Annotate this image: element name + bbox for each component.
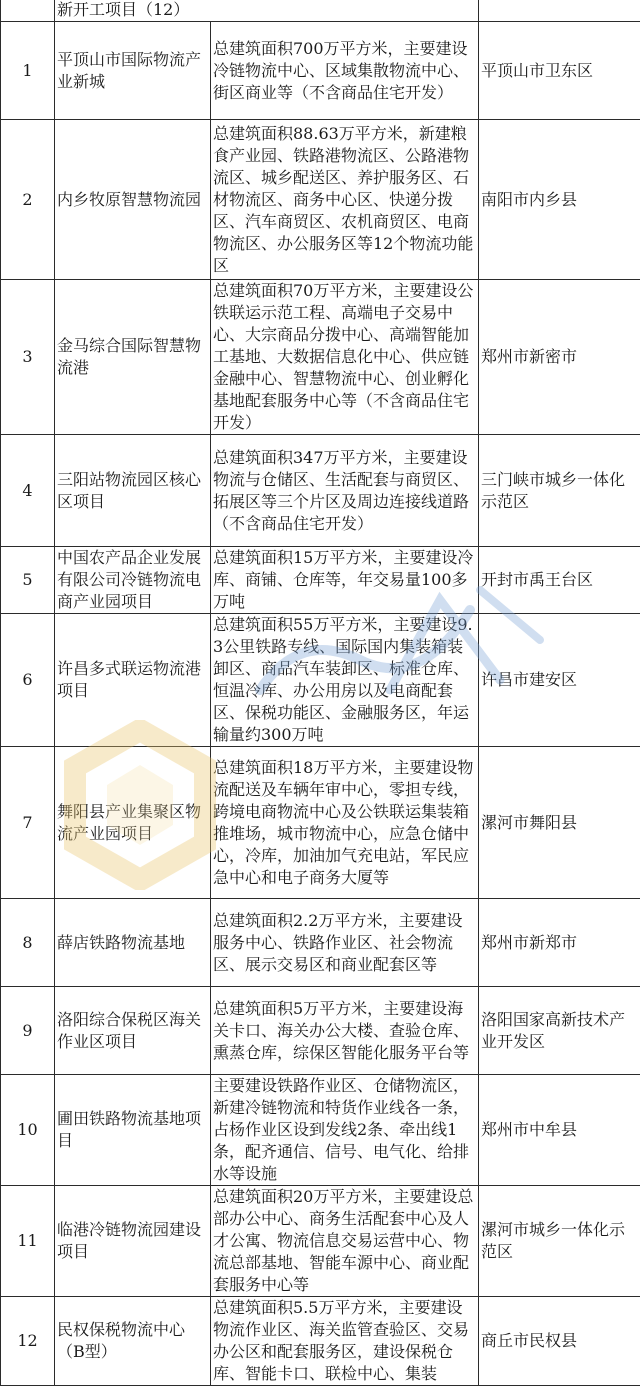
project-name: 内乡牧原智慧物流园 <box>55 120 211 280</box>
project-location: 郑州市新郑市 <box>479 899 640 987</box>
project-name: 临港冷链物流园建设项目 <box>55 1186 211 1297</box>
project-description: 总建筑面积55万平方米，主要建设9.3公里铁路专线、国际国内集装箱装卸区、商品汽车装卸区、标准仓库、恒温冷库、办公用房以及电商配套区、保税功能区、金融服务区，年运输量约300万吨 <box>211 614 479 747</box>
project-description: 总建筑面积2.2万平方米，主要建设服务中心、铁路作业区、社会物流区、展示交易区和商业配套区等 <box>211 899 479 987</box>
row-number: 2 <box>1 120 55 280</box>
project-location: 郑州市新密市 <box>479 280 640 435</box>
project-name: 许昌多式联运物流港项目 <box>55 614 211 747</box>
project-description: 总建筑面积18万平方米，主要建设物流配送及车辆年审中心，零担专线，跨境电商物流中心及公铁联运集装箱推堆场，城市物流中心，应急仓储中心，冷库，加油加气充电站，军民应急中心和电子商务大厦等 <box>211 747 479 899</box>
project-description: 总建筑面积15万平方米，主要建设冷库、商铺、仓库等，年交易量100多万吨 <box>211 547 479 614</box>
table-row <box>1 280 640 435</box>
project-description: 总建筑面积70万平方米，主要建设公铁联运示范工程、高端电子交易中心、大宗商品分拨中心、高端智能加工基地、大数据信息化中心、供应链金融中心、智慧物流中心、创业孵化基地配套服务中心等（不含商品住宅开发） <box>211 280 479 435</box>
project-name: 圃田铁路物流基地项目 <box>55 1075 211 1186</box>
row-number: 9 <box>1 987 55 1075</box>
project-name: 平顶山市国际物流产业新城 <box>55 22 211 120</box>
table-row <box>1 435 640 547</box>
project-name: 洛阳综合保税区海关作业区项目 <box>55 987 211 1075</box>
project-location: 三门峡市城乡一体化示范区 <box>479 435 640 547</box>
project-name: 中国农产品企业发展有限公司冷链物流电商产业园项目 <box>55 547 211 614</box>
project-description: 总建筑面积5万平方米，主要建设海关卡口、海关办公大楼、查验仓库、熏蒸仓库，综保区智能化服务平台等 <box>211 987 479 1075</box>
project-name: 薛店铁路物流基地 <box>55 899 211 987</box>
table-row <box>1 747 640 899</box>
section-header-row <box>1 0 640 22</box>
project-location: 开封市禹王台区 <box>479 547 640 614</box>
project-location: 商丘市民权县 <box>479 1297 640 1386</box>
project-location: 平顶山市卫东区 <box>479 22 640 120</box>
row-number: 11 <box>1 1186 55 1297</box>
project-description: 总建筑面积5.5万平方米，主要建设物流作业区、海关监管查验区、交易办公区和配套服务区，建设保税仓库、智能卡口、联检中心、集装 <box>211 1297 479 1386</box>
row-number: 7 <box>1 747 55 899</box>
project-name: 民权保税物流中心（B型） <box>55 1297 211 1386</box>
project-location: 许昌市建安区 <box>479 614 640 747</box>
project-location: 南阳市内乡县 <box>479 120 640 280</box>
row-number: 5 <box>1 547 55 614</box>
project-description: 总建筑面积20万平方米，主要建设总部办公中心、商务生活配套中心及人才公寓、物流信息交易运营中心、物流总部基地、智能车源中心、商业配套服务中心等 <box>211 1186 479 1297</box>
table-row <box>1 120 640 280</box>
project-description: 总建筑面积700万平方米，主要建设冷链物流中心、区域集散物流中心、街区商业等（不含商品住宅开发） <box>211 22 479 120</box>
project-name: 舞阳县产业集聚区物流产业园项目 <box>55 747 211 899</box>
section-header-blank-right <box>479 0 640 22</box>
project-description: 总建筑面积347万平方米，主要建设物流与仓储区、生活配套与商贸区、拓展区等三个片区及周边连接线道路（不含商品住宅开发） <box>211 435 479 547</box>
table-row <box>1 899 640 987</box>
row-number: 1 <box>1 22 55 120</box>
project-description: 主要建设铁路作业区、仓储物流区，新建冷链物流和特货作业线各一条，占杨作业区设到发线2条、牵出线1条，配齐通信、信号、电气化、给排水等设施 <box>211 1075 479 1186</box>
table-row <box>1 1186 640 1297</box>
project-location: 漯河市舞阳县 <box>479 747 640 899</box>
row-number: 6 <box>1 614 55 747</box>
row-number: 10 <box>1 1075 55 1186</box>
table-row <box>1 614 640 747</box>
row-number: 12 <box>1 1297 55 1386</box>
table-row <box>1 547 640 614</box>
table-row <box>1 987 640 1075</box>
project-description: 总建筑面积88.63万平方米，新建粮食产业园、铁路港物流区、公路港物流区、城乡配送区、养护服务区、石材物流区、商务中心区、快递分拨区、汽车商贸区、农机商贸区、电商物流区、办公服务区等12个物流功能区 <box>211 120 479 280</box>
section-title: 新开工项目（12） <box>55 0 479 22</box>
table-row <box>1 1297 640 1386</box>
project-name: 金马综合国际智慧物流港 <box>55 280 211 435</box>
section-header-blank <box>1 0 55 22</box>
row-number: 4 <box>1 435 55 547</box>
row-number: 8 <box>1 899 55 987</box>
projects-table-body <box>1 0 640 1386</box>
project-location: 郑州市中牟县 <box>479 1075 640 1186</box>
project-location: 漯河市城乡一体化示范区 <box>479 1186 640 1297</box>
table-row <box>1 1075 640 1186</box>
row-number: 3 <box>1 280 55 435</box>
project-location: 洛阳国家高新技术产业开发区 <box>479 987 640 1075</box>
table-row <box>1 22 640 120</box>
project-name: 三阳站物流园区核心区项目 <box>55 435 211 547</box>
